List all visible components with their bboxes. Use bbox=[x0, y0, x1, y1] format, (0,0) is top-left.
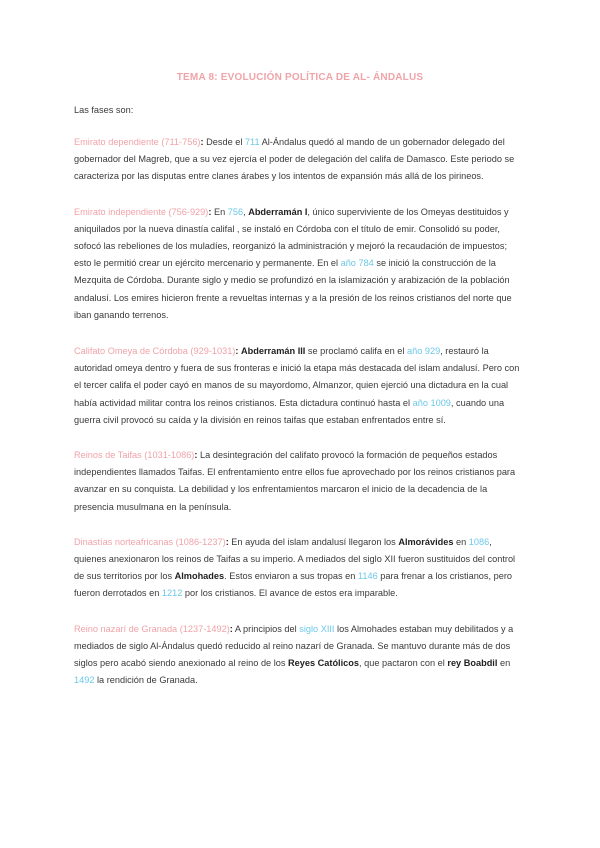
section-heading: Emirato dependiente (711-756) bbox=[74, 137, 201, 147]
section-emirato-independiente: Emirato independiente (756-929): En 756, Abderramán I, único superviviente de los Omeyas destituidos y aniquilados por la nueva dinastía califal , se instaló en Córdoba con el título de emir. Consolidó su poder, sofocó las rebeliones de los muladíes, reorganizó la administración y mejoró la recaudación de impuestos; esto le permitió crear un ejército mercenario y permanente. En el año 784 se inició la construcción de la Mezquita de Córdoba. Durante siglo y medio se profundizó en la islamización y arabización de la población andalusí. Los emires hicieron frente a revueltas internas y a la presión de los reinos cristianos del norte que iban ganando terrenos. bbox=[74, 206, 512, 320]
intro-text: Las fases son: bbox=[74, 105, 134, 115]
section-reinos-de-taifas: Reinos de Taifas (1031-1086): La desintegración del califato provocó la formación de pequeños estados independientes llamados Taifas. El enfrentamiento entre ellos fue aprovechado por los reinos cristianos para avanzar en su conquista. La debilidad y los enfrentamientos marcaron el inicio de la decadencia de la presencia musulmana en la península. bbox=[74, 450, 516, 512]
section-heading: Reino nazarí de Granada (1237-1492) bbox=[74, 623, 230, 634]
year-highlight: 1492 bbox=[74, 675, 95, 686]
year-highlight: 1212 bbox=[161, 588, 183, 599]
bold-name: Abderramán I bbox=[248, 206, 308, 217]
section-heading: Dinastías norteafricanas (1086-1237) bbox=[74, 536, 226, 547]
year-highlight: 1146 bbox=[357, 571, 378, 582]
section-dinastias-norteafricanas: Dinastías norteafricanas (1086-1237): En ayuda del islam andalusí llegaron los Almorávides en 1086, quienes anexionaron los reinos de Taifas a su imperio. A mediados del siglo XII fueron sustituidos del control de sus territorios por los Almohades. Estos enviaron a sus tropas en 1146 para frenar a los cristianos, pero fueron derrotados en 1212 por los cristianos. El avance de estos era imparable. bbox=[74, 536, 516, 599]
page-title: TEMA 8: EVOLUCIÓN POLÍTICA DE AL- ÁNDALUS bbox=[176, 72, 424, 83]
year-highlight: año 929 bbox=[406, 346, 441, 357]
bold-name: Almohades bbox=[174, 571, 225, 582]
section-emirato-dependiente: Emirato dependiente (711-756): Desde el 711 Al-Ándalus quedó al mando de un gobernador delegado del gobernador del Magreb, que a su vez ejercía el poder de delegación del califa de Damasco. Este periodo se caracteriza por las disputas entre clanes árabes y los intentos de expansión más allá de los pirineos. bbox=[74, 137, 515, 182]
bold-name: Almorávides bbox=[398, 536, 454, 547]
year-highlight: siglo XIII bbox=[299, 623, 335, 634]
year-highlight: año 784 bbox=[340, 258, 374, 269]
section-reino-nazari: Reino nazarí de Granada (1237-1492): A principios del siglo XIII los Almohades estaban muy debilitados y a mediados de siglo Al-Ándalus quedó reducido al reino nazarí de Granada. Se mantuvo durante más de dos siglos pero acabó siendo anexionado al reino de los Reyes Católicos, que pactaron con el rey Boabdil en 1492 la rendición de Granada. bbox=[74, 623, 514, 686]
year-highlight: año 1009 bbox=[412, 397, 451, 408]
bold-name: Abderramán III bbox=[241, 346, 306, 357]
year-highlight: 756 bbox=[227, 206, 244, 217]
section-heading: Califato Omeya de Córdoba (929-1031) bbox=[74, 346, 236, 357]
section-califato-omeya: Califato Omeya de Córdoba (929-1031): Abderramán III se proclamó califa en el año 929, restauró la autoridad omeya dentro y fuera de sus fronteras e inició la etapa más destacada del islam andalusí. Pero con el tercer califa el poder cayó en manos de su mayordomo, Almanzor, quien ejerció una dictadura en la cual había actividad militar contra los reinos cristianos. Esta dictadura continuó hasta el año 1009, cuando una guerra civil provocó su caída y la división en reinos taifas que estaban enfrentados entre sí. bbox=[74, 346, 520, 425]
section-heading: Emirato independiente (756-929) bbox=[74, 206, 209, 217]
year-highlight: 1086 bbox=[468, 536, 490, 547]
bold-name: Reyes Católicos bbox=[288, 658, 359, 669]
section-heading: Reinos de Taifas (1031-1086) bbox=[74, 450, 195, 461]
bold-name: rey Boabdil bbox=[447, 658, 498, 669]
year-highlight: 711 bbox=[244, 137, 260, 147]
